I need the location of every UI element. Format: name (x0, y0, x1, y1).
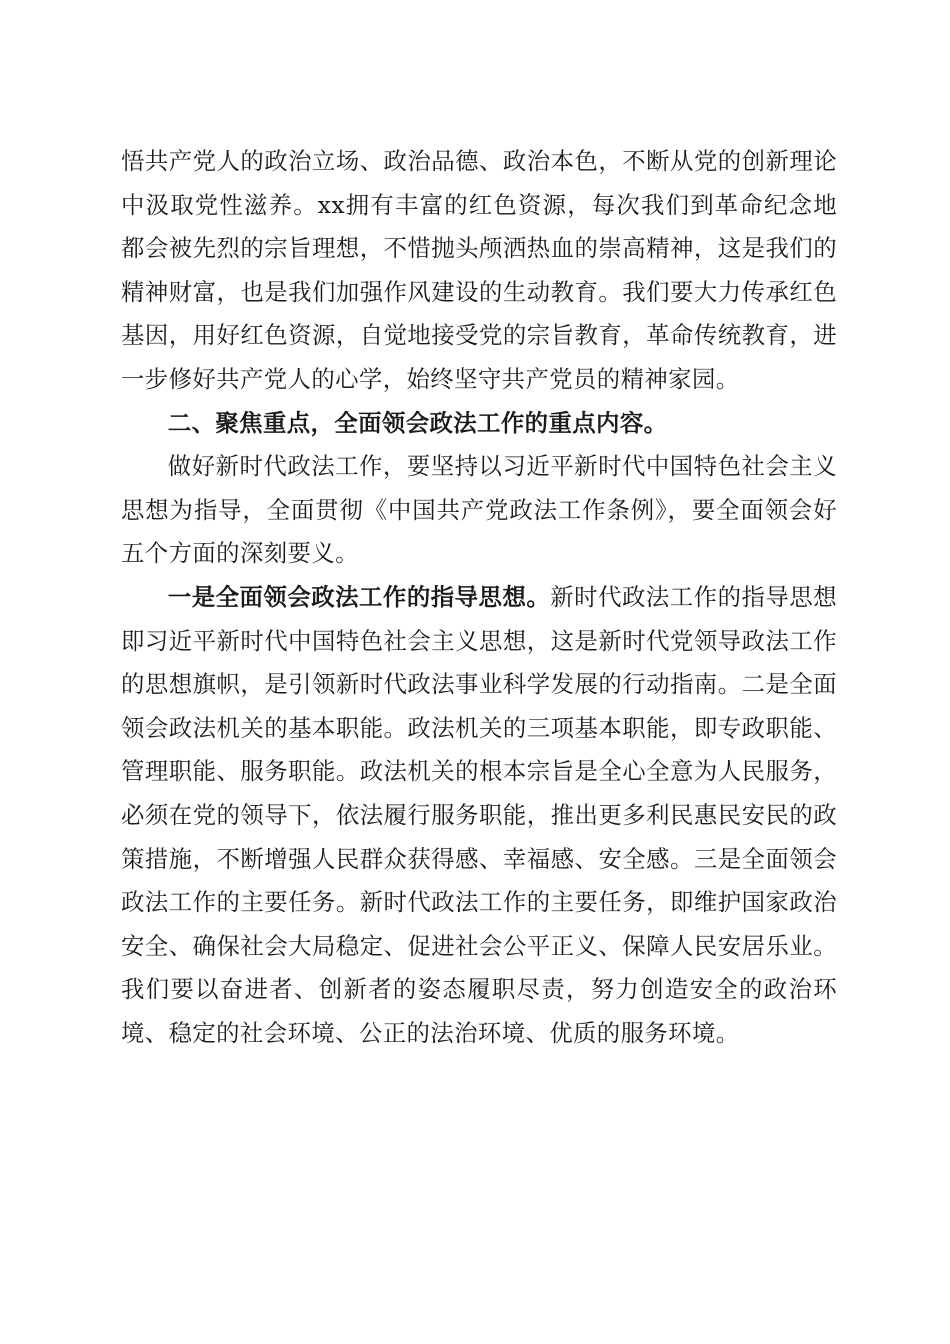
paragraph-continuation: 悟共产党人的政治立场、政治品德、政治本色，不断从党的创新理论中汲取党性滋养。xx拥有丰富的红色资源，每次我们到革命纪念地都会被先烈的宗旨理想，不惜抛头颅洒热血的崇高精神，这是我们的精神财富，也是我们加强作风建设的生动教育。我们要大力传承红色基因，用好红色资源，自觉地接受党的宗旨教育，革命传统教育，进一步修好共产党人的心学，始终坚守共产党员的精神家园。 (121, 147, 837, 393)
document-body (121, 140, 837, 1055)
paragraph-points-text: 新时代政法工作的指导思想即习近平新时代中国特色社会主义思想，这是新时代党领导政法工作的思想旗帜，是引领新时代政法事业科学发展的行动指南。二是全面领会政法机关的基本职能。政法机关的三项基本职能，即专政职能、管理职能、服务职能。政法机关的根本宗旨是全心全意为人民服务，必须在党的领导下，依法履行服务职能，推出更多利民惠民安民的政策措施，不断增强人民群众获得感、幸福感、安全感。三是全面领会政法工作的主要任务。新时代政法工作的主要任务，即维护国家政治安全、确保社会大局稳定、促进社会公平正义、保障人民安居乐业。我们要以奋进者、创新者的姿态履职尽责，努力创造安全的政治环境、稳定的社会环境、公正的法治环境、优质的服务环境。 (121, 582, 837, 1047)
paragraph-points (121, 576, 837, 1056)
paragraph-lead: 一是全面领会政法工作的指导思想。 (167, 582, 551, 611)
paragraph-intro: 做好新时代政法工作，要坚持以习近平新时代中国特色社会主义思想为指导，全面贯彻《中国共产党政法工作条例》，要全面领会好五个方面的深刻要义。 (121, 452, 837, 568)
section-heading: 二、聚焦重点，全面领会政法工作的重点内容。 (167, 408, 668, 437)
